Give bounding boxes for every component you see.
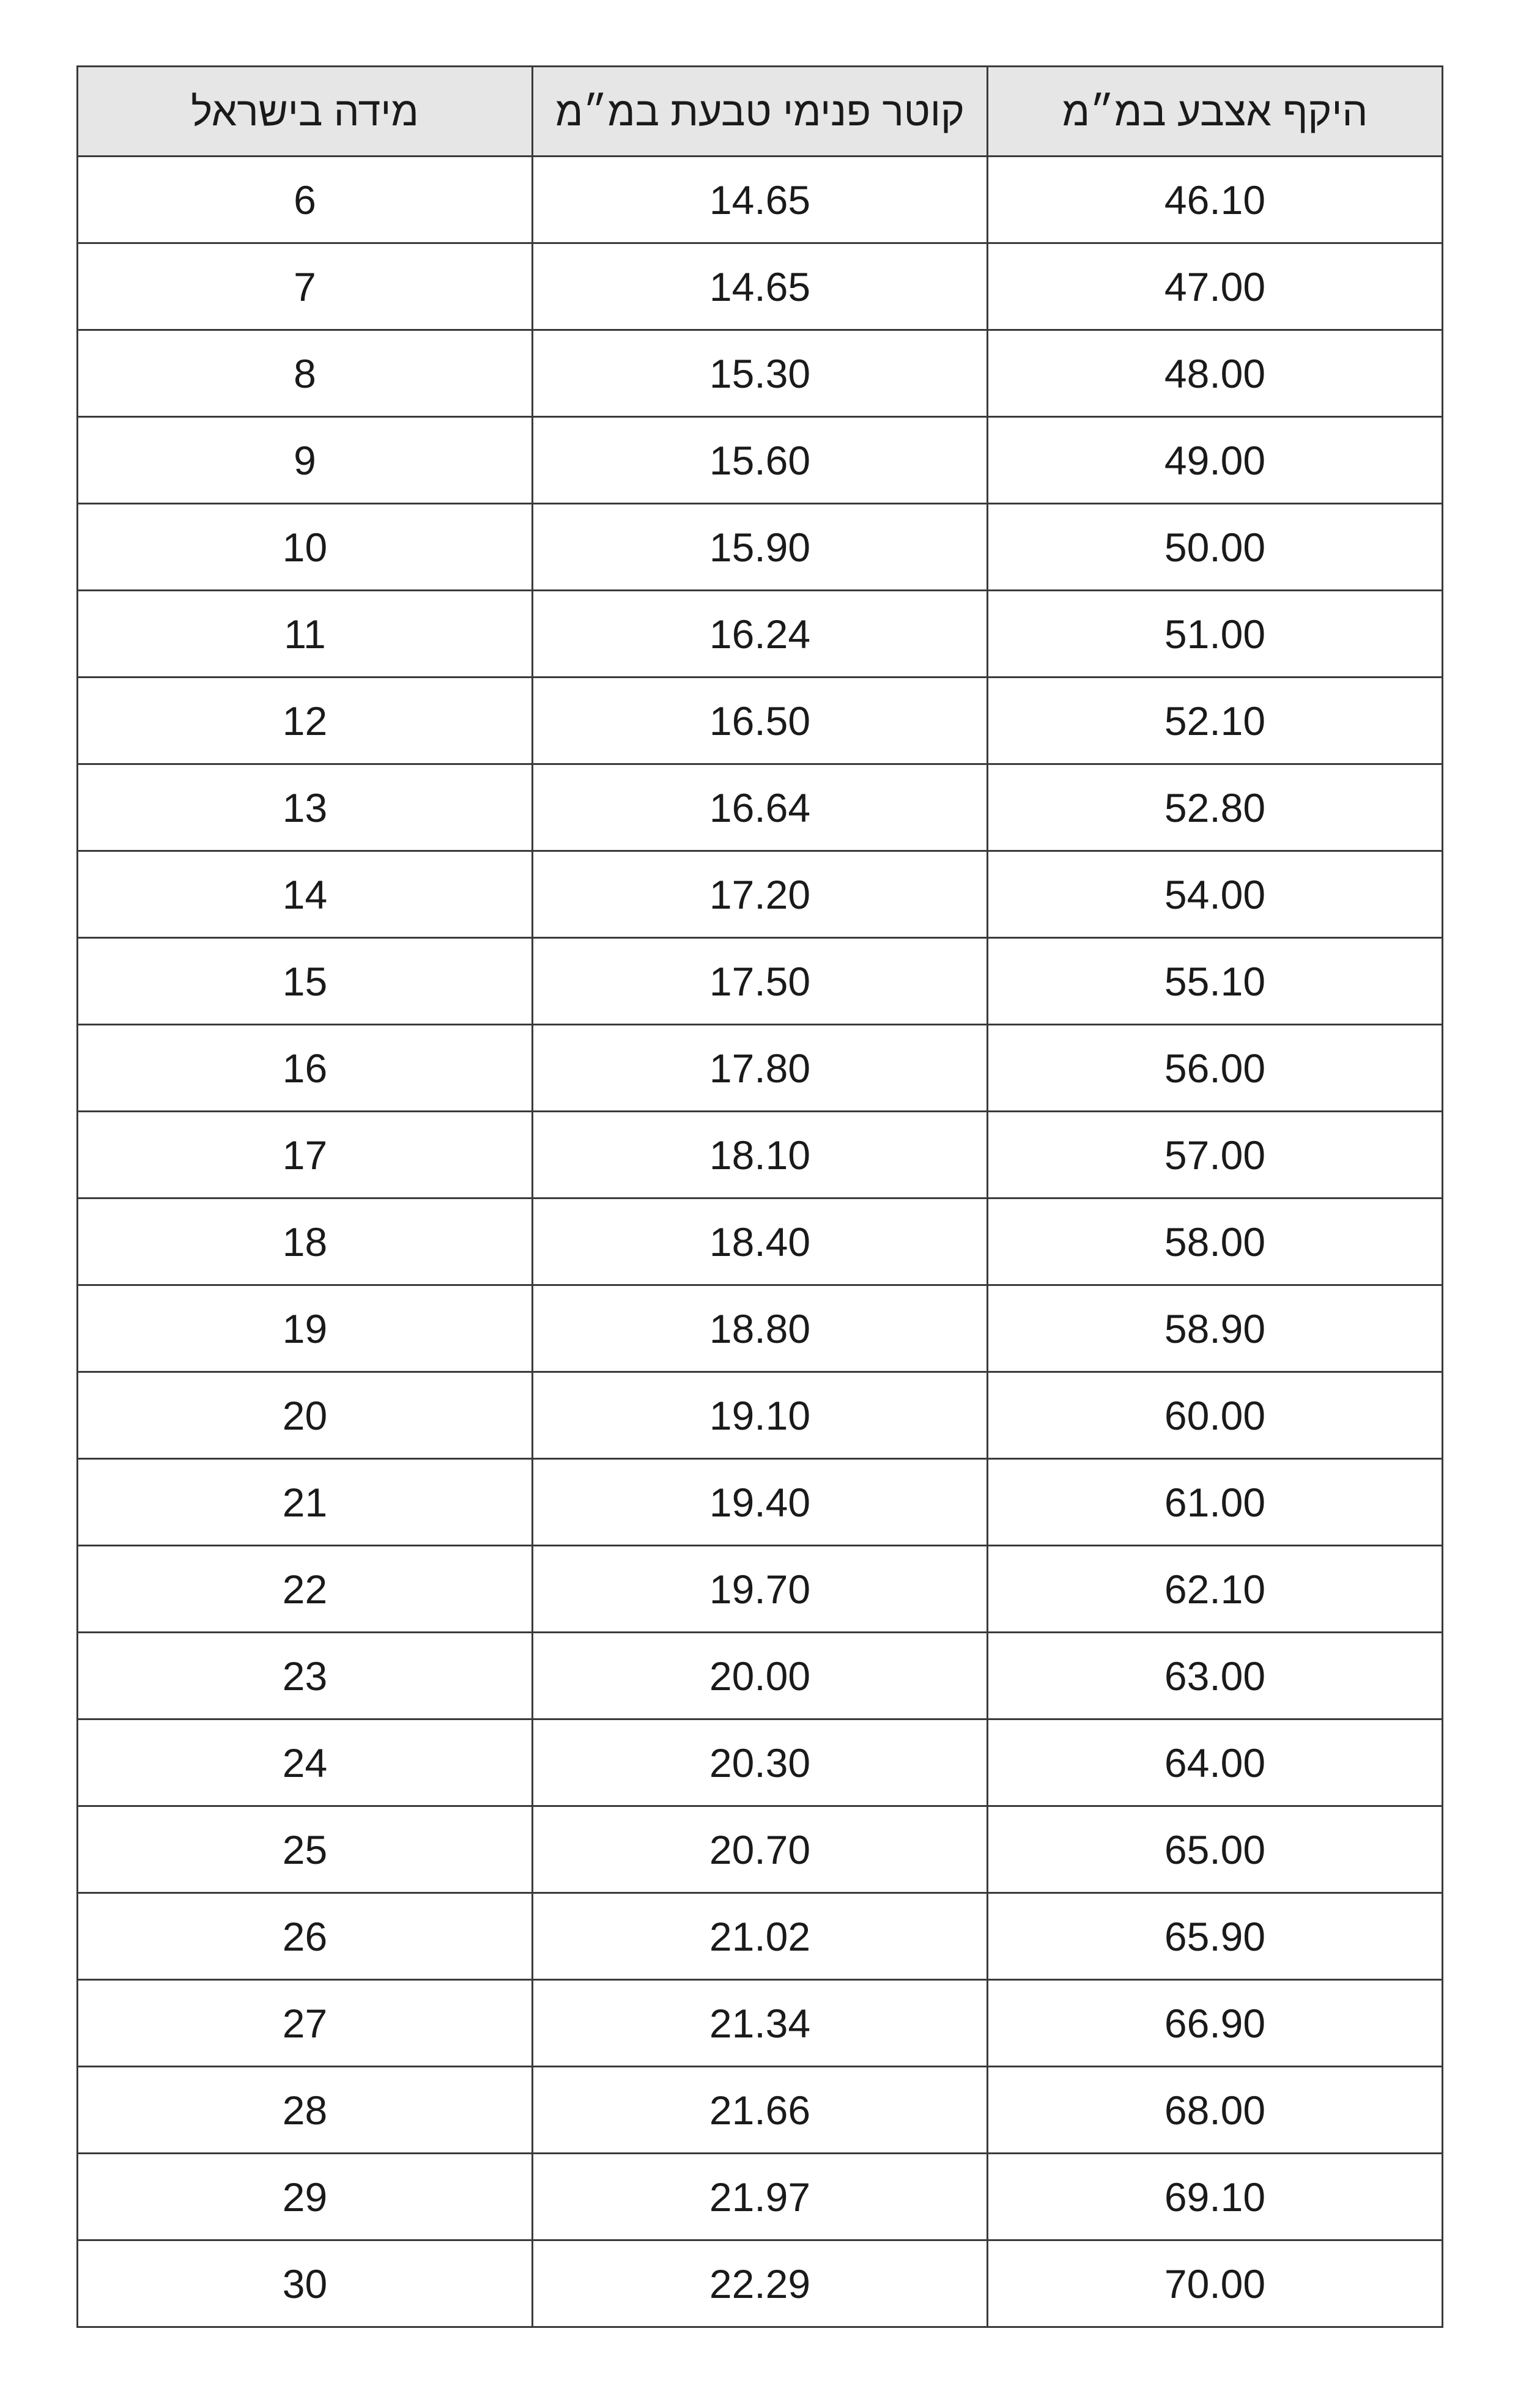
- inner-diameter-cell: 18.40: [533, 1198, 988, 1285]
- finger-circumference-cell: 69.10: [988, 2154, 1443, 2240]
- finger-circumference-cell: 57.00: [988, 1112, 1443, 1198]
- finger-circumference-cell: 70.00: [988, 2240, 1443, 2327]
- israel-size-cell: 13: [78, 764, 533, 851]
- finger-circumference-cell: 65.90: [988, 1893, 1443, 1980]
- inner-diameter-cell: 15.60: [533, 417, 988, 504]
- table-row: [78, 330, 1443, 417]
- inner-diameter-cell: 16.64: [533, 764, 988, 851]
- israel-size-cell: 20: [78, 1372, 533, 1459]
- inner-diameter-cell: 17.20: [533, 851, 988, 938]
- finger-circumference-cell: 61.00: [988, 1459, 1443, 1546]
- inner-diameter-cell: 20.00: [533, 1633, 988, 1719]
- inner-diameter-cell: 14.65: [533, 243, 988, 330]
- inner-diameter-cell: 19.40: [533, 1459, 988, 1546]
- header-israel-size: מידה בישראל: [78, 67, 533, 157]
- finger-circumference-cell: 54.00: [988, 851, 1443, 938]
- table-row: [78, 1893, 1443, 1980]
- israel-size-cell: 28: [78, 2067, 533, 2154]
- table-row: [78, 1025, 1443, 1112]
- inner-diameter-cell: 19.70: [533, 1546, 988, 1633]
- israel-size-cell: 17: [78, 1112, 533, 1198]
- table-body: [78, 157, 1443, 2327]
- inner-diameter-cell: 18.10: [533, 1112, 988, 1198]
- finger-circumference-cell: 58.90: [988, 1285, 1443, 1372]
- inner-diameter-cell: 16.24: [533, 591, 988, 678]
- inner-diameter-cell: 17.80: [533, 1025, 988, 1112]
- table-row: [78, 764, 1443, 851]
- israel-size-cell: 7: [78, 243, 533, 330]
- finger-circumference-cell: 47.00: [988, 243, 1443, 330]
- finger-circumference-cell: 66.90: [988, 1980, 1443, 2067]
- finger-circumference-cell: 68.00: [988, 2067, 1443, 2154]
- israel-size-cell: 29: [78, 2154, 533, 2240]
- finger-circumference-cell: 56.00: [988, 1025, 1443, 1112]
- table-row: [78, 938, 1443, 1025]
- inner-diameter-cell: 20.30: [533, 1719, 988, 1806]
- table-row: [78, 1198, 1443, 1285]
- table-row: [78, 1285, 1443, 1372]
- header-inner-diameter: קוטר פנימי טבעת במ״מ: [533, 67, 988, 157]
- inner-diameter-cell: 15.90: [533, 504, 988, 591]
- israel-size-cell: 16: [78, 1025, 533, 1112]
- table-row: [78, 1980, 1443, 2067]
- table-row: [78, 2154, 1443, 2240]
- israel-size-cell: 25: [78, 1806, 533, 1893]
- finger-circumference-cell: 50.00: [988, 504, 1443, 591]
- inner-diameter-cell: 16.50: [533, 678, 988, 764]
- inner-diameter-cell: 15.30: [533, 330, 988, 417]
- israel-size-cell: 8: [78, 330, 533, 417]
- header-row: [78, 67, 1443, 157]
- israel-size-cell: 27: [78, 1980, 533, 2067]
- israel-size-cell: 30: [78, 2240, 533, 2327]
- table-row: [78, 157, 1443, 243]
- inner-diameter-cell: 14.65: [533, 157, 988, 243]
- israel-size-cell: 26: [78, 1893, 533, 1980]
- israel-size-cell: 24: [78, 1719, 533, 1806]
- israel-size-cell: 9: [78, 417, 533, 504]
- table-row: [78, 1633, 1443, 1719]
- ring-size-chart: [76, 65, 1443, 2328]
- table-row: [78, 417, 1443, 504]
- inner-diameter-cell: 21.02: [533, 1893, 988, 1980]
- table-row: [78, 2240, 1443, 2327]
- finger-circumference-cell: 60.00: [988, 1372, 1443, 1459]
- table-row: [78, 851, 1443, 938]
- table-row: [78, 678, 1443, 764]
- table-row: [78, 243, 1443, 330]
- table-row: [78, 1459, 1443, 1546]
- israel-size-cell: 15: [78, 938, 533, 1025]
- israel-size-cell: 12: [78, 678, 533, 764]
- finger-circumference-cell: 51.00: [988, 591, 1443, 678]
- finger-circumference-cell: 48.00: [988, 330, 1443, 417]
- israel-size-cell: 6: [78, 157, 533, 243]
- table-row: [78, 1112, 1443, 1198]
- inner-diameter-cell: 21.34: [533, 1980, 988, 2067]
- inner-diameter-cell: 19.10: [533, 1372, 988, 1459]
- israel-size-cell: 19: [78, 1285, 533, 1372]
- israel-size-cell: 14: [78, 851, 533, 938]
- israel-size-cell: 11: [78, 591, 533, 678]
- finger-circumference-cell: 58.00: [988, 1198, 1443, 1285]
- table-row: [78, 504, 1443, 591]
- israel-size-cell: 22: [78, 1546, 533, 1633]
- table-row: [78, 591, 1443, 678]
- ring-size-table: [76, 65, 1443, 2328]
- header-finger-circumference: היקף אצבע במ״מ: [988, 67, 1443, 157]
- finger-circumference-cell: 52.80: [988, 764, 1443, 851]
- inner-diameter-cell: 17.50: [533, 938, 988, 1025]
- inner-diameter-cell: 18.80: [533, 1285, 988, 1372]
- inner-diameter-cell: 21.97: [533, 2154, 988, 2240]
- table-row: [78, 1806, 1443, 1893]
- finger-circumference-cell: 46.10: [988, 157, 1443, 243]
- israel-size-cell: 18: [78, 1198, 533, 1285]
- inner-diameter-cell: 21.66: [533, 2067, 988, 2154]
- finger-circumference-cell: 65.00: [988, 1806, 1443, 1893]
- israel-size-cell: 23: [78, 1633, 533, 1719]
- finger-circumference-cell: 64.00: [988, 1719, 1443, 1806]
- finger-circumference-cell: 49.00: [988, 417, 1443, 504]
- finger-circumference-cell: 55.10: [988, 938, 1443, 1025]
- finger-circumference-cell: 52.10: [988, 678, 1443, 764]
- table-row: [78, 1372, 1443, 1459]
- israel-size-cell: 10: [78, 504, 533, 591]
- table-row: [78, 2067, 1443, 2154]
- finger-circumference-cell: 63.00: [988, 1633, 1443, 1719]
- inner-diameter-cell: 20.70: [533, 1806, 988, 1893]
- table-row: [78, 1546, 1443, 1633]
- table-row: [78, 1719, 1443, 1806]
- finger-circumference-cell: 62.10: [988, 1546, 1443, 1633]
- israel-size-cell: 21: [78, 1459, 533, 1546]
- inner-diameter-cell: 22.29: [533, 2240, 988, 2327]
